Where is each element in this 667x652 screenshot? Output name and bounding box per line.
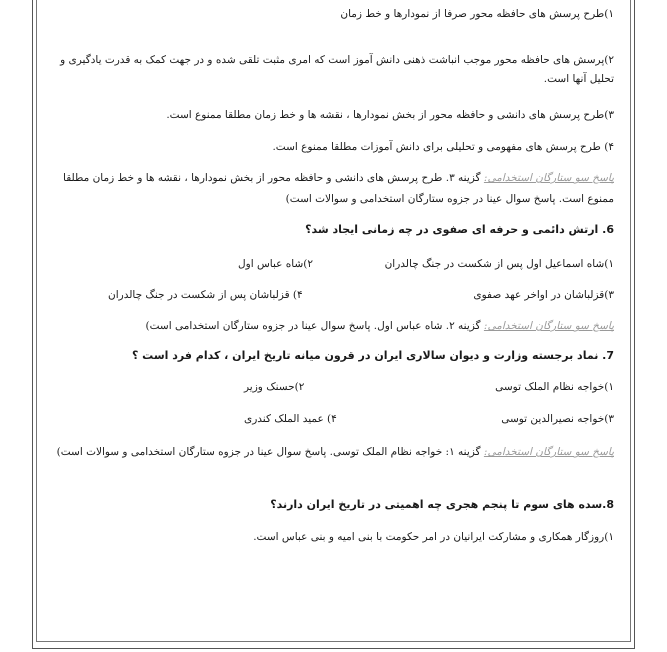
q7-answer-text: گزینه ۱: خواجه نظام الملک توسی. پاسخ سوال عینا در جزوه ستارگان استخدامی و سوالات است) bbox=[56, 446, 484, 458]
q6-option-2: ۲)شاه عباس اول bbox=[238, 258, 313, 270]
q7-option-4: ۴) عمید الملک کندری bbox=[244, 413, 337, 425]
q7-answer bbox=[52, 442, 614, 463]
q6-answer bbox=[52, 317, 614, 335]
q6-options-row-2 bbox=[52, 286, 614, 304]
q7-option-1: ۱)خواجه نظام الملک توسی bbox=[495, 381, 614, 393]
q5-option-3: ۳)طرح پرسش های دانشی و حافظه محور از بخش نمودارها ، نقشه ها و خط زمان مطلقا ممنوع است. bbox=[166, 109, 614, 121]
q7-option-3: ۳)خواجه نصیرالدین توسی bbox=[501, 413, 614, 425]
q7-options-row-2 bbox=[52, 410, 614, 428]
q5-option-4: ۴) طرح پرسش های مفهومی و تحلیلی برای دانش آموزات مطلقا ممنوع است. bbox=[272, 141, 614, 153]
q5-answer-text: گزینه ۳. طرح پرسش های دانشی و حافظه محور از بخش نمودارها ، نقشه ها و خط زمان مطلقا ممنوع است. پاسخ سوال عینا در جزوه ستارگان استخدامی و سوالات است) bbox=[63, 172, 614, 205]
q6-title: 6. ارتش دائمی و حرفه ای صفوی در چه زمانی ایجاد شد؟ bbox=[305, 223, 614, 236]
q6-option-1: ۱)شاه اسماعیل اول پس از شکست در جنگ چالدران bbox=[384, 258, 614, 270]
q5-option-2: ۲)پرسش های حافظه محور موجب انباشت ذهنی دانش آموز است که امری مثبت تلقی شده و در جهت کمک به قدرت یادگیری و تحلیل آنها است. bbox=[60, 54, 614, 85]
q6-option-4: ۴) قزلباشان پس از شکست در جنگ چالدران bbox=[108, 289, 303, 301]
q5-answer-label: پاسخ سو ستارگان استخدامی: bbox=[483, 172, 614, 184]
q7-answer-label: پاسخ سو ستارگان استخدامی: bbox=[483, 446, 614, 458]
q7-options-row-1 bbox=[52, 378, 614, 396]
q6-answer-text: گزینه ۲. شاه عباس اول. پاسخ سوال عینا در جزوه ستارگان استخدامی است) bbox=[145, 320, 484, 332]
q8-option-1: ۱)روزگار همکاری و مشارکت ایرانیان در امر حکومت با بنی امیه و بنی عباس است. bbox=[253, 531, 614, 543]
q5-option-1: ۱)طرح پرسش های حافظه محور صرفا از نمودارها و خط زمان bbox=[340, 8, 614, 20]
q8-title: 8.سده های سوم تا پنجم هجری چه اهمیتی در تاریخ ایران دارند؟ bbox=[270, 498, 614, 511]
q6-options-row-1 bbox=[52, 255, 614, 273]
q7-option-2: ۲)حسنک وزیر bbox=[244, 381, 305, 393]
q7-title: 7. نماد برجسته وزارت و دیوان سالاری ایران در قرون میانه تاریخ ایران ، کدام فرد است ؟ bbox=[131, 349, 614, 362]
q6-answer-label: پاسخ سو ستارگان استخدامی: bbox=[483, 320, 614, 332]
q5-answer bbox=[52, 168, 614, 210]
q6-option-3: ۳)قزلباشان در اواخر عهد صفوی bbox=[473, 289, 614, 301]
